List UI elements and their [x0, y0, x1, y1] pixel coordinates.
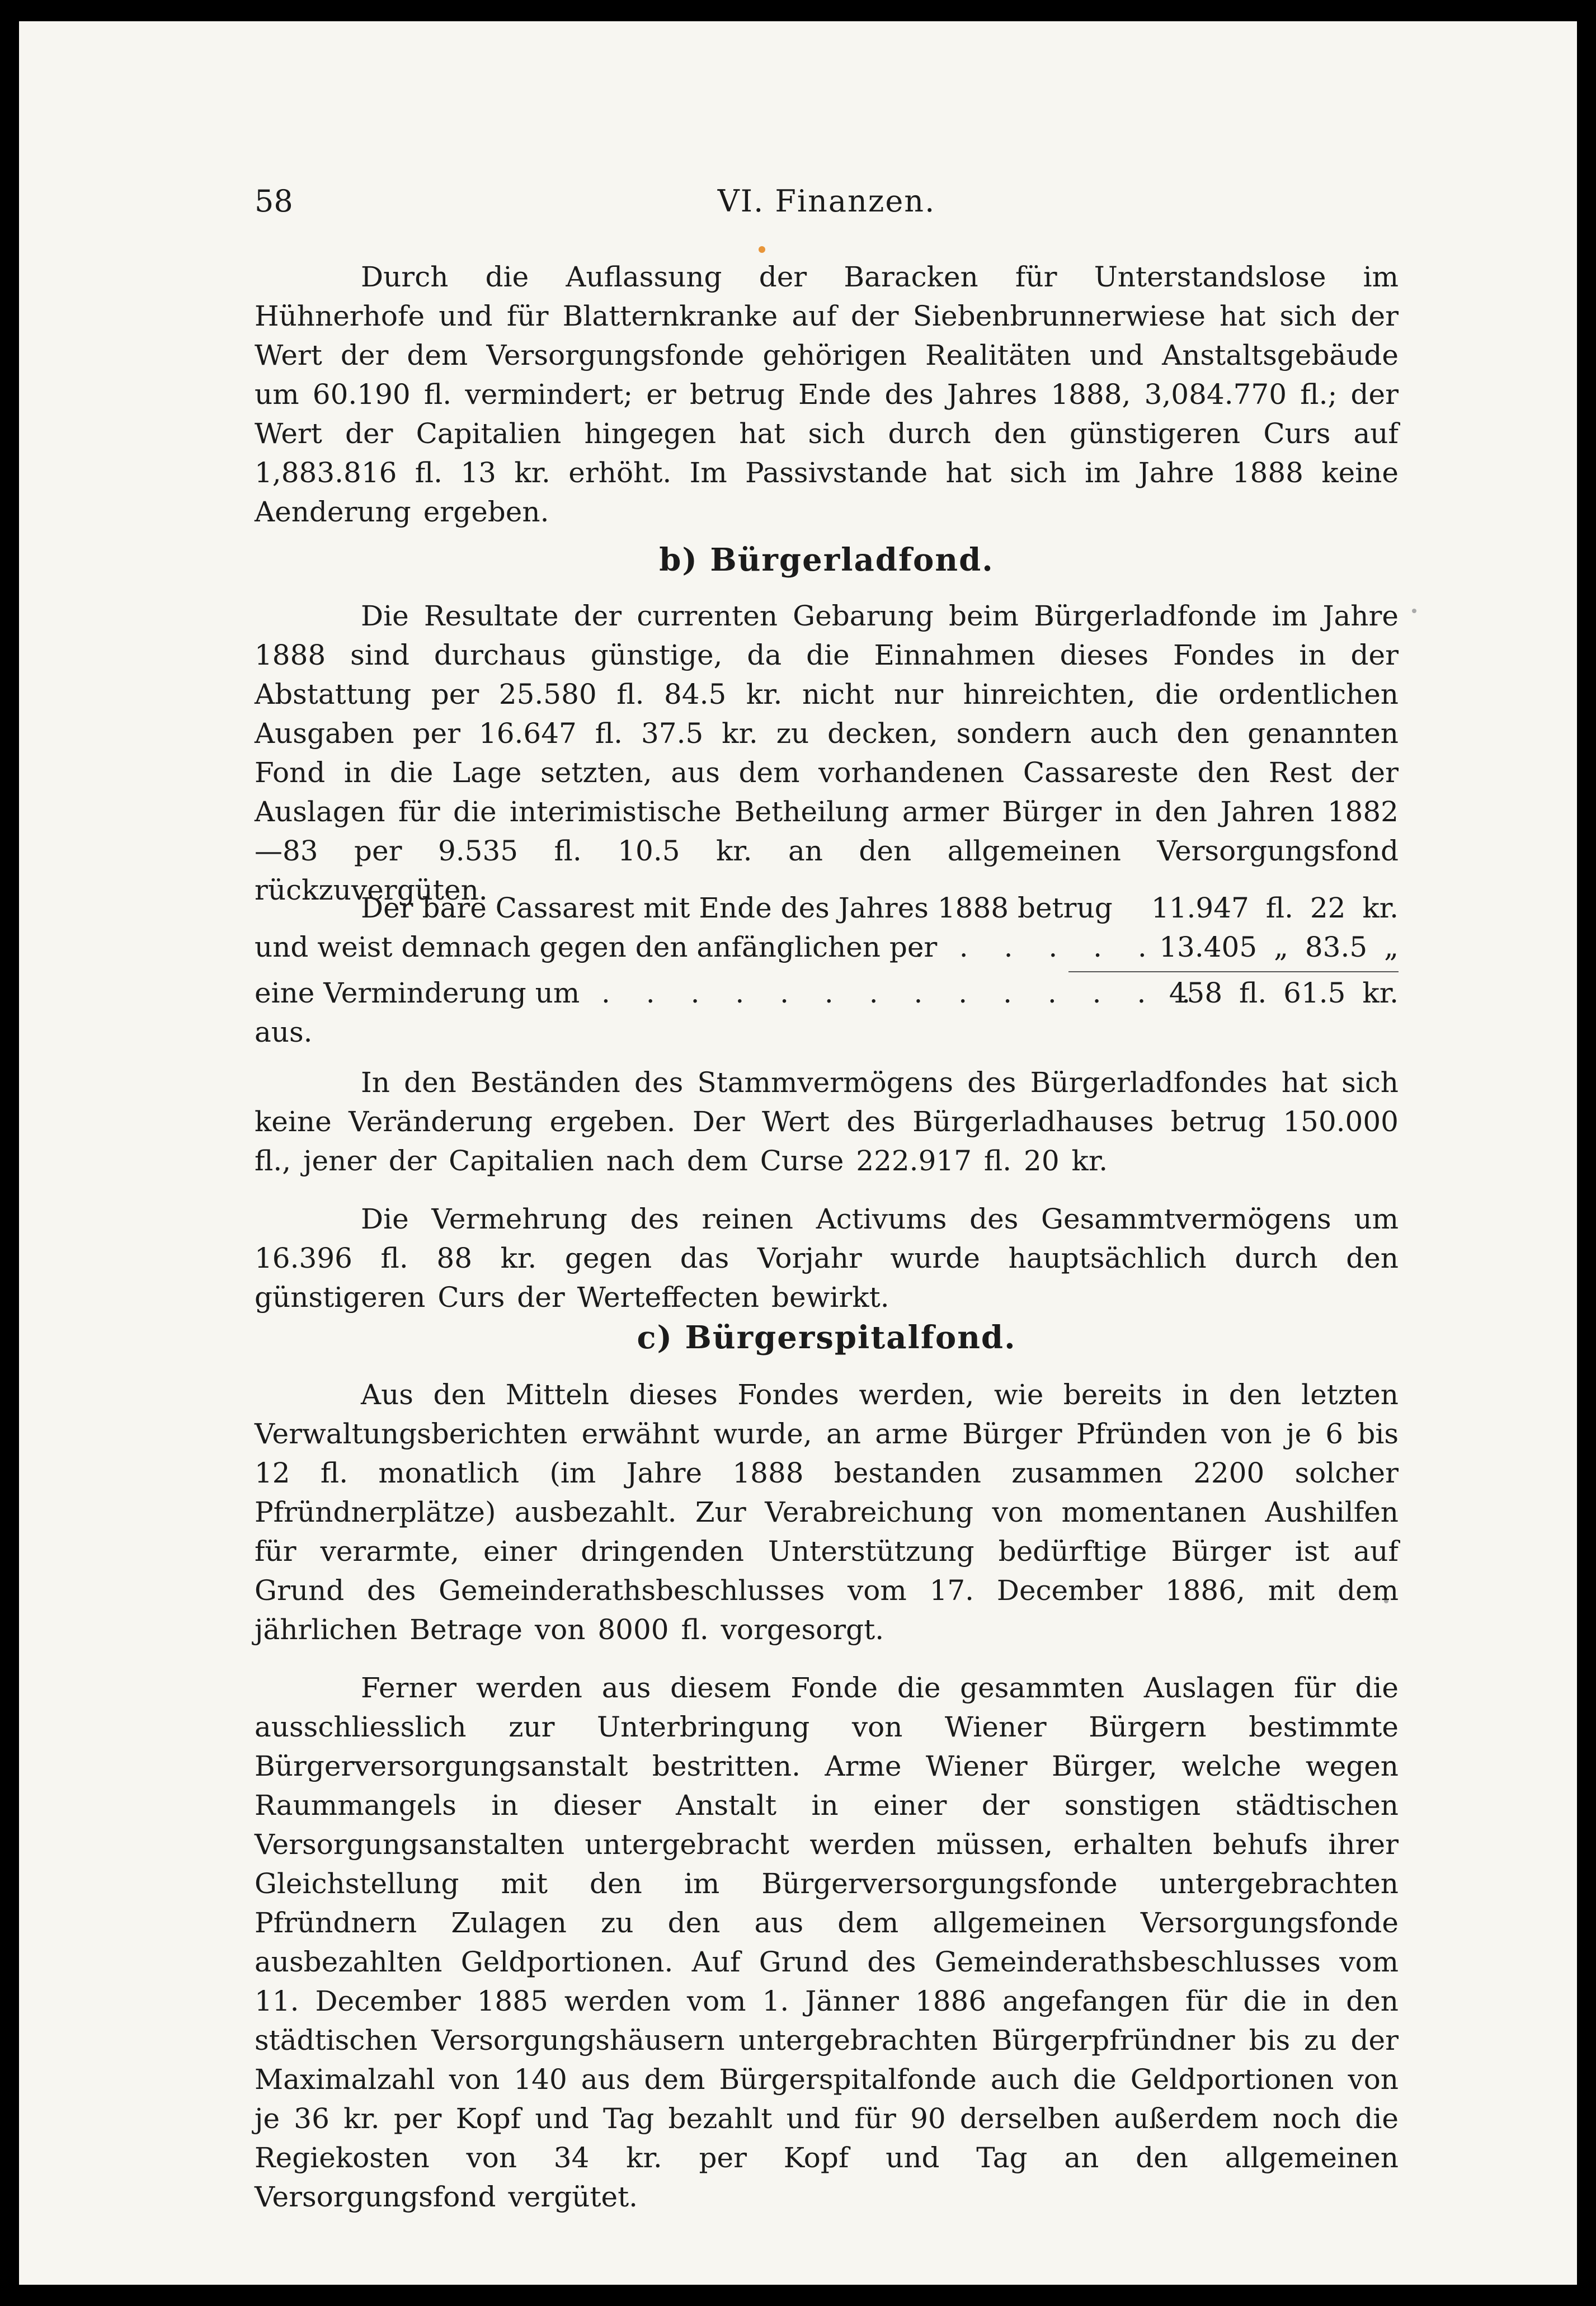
ledger-label: aus. — [255, 1016, 313, 1048]
ink-speck — [1412, 609, 1416, 613]
section-c-paragraph-2: Ferner werden aus diesem Fonde die gesammten Auslagen für die ausschliesslich zur Unterbringung von Wiener Bürgern bestimmte Bürgerversorgungsanstalt bestritten. Arme Wiener Bürger, welche wegen Raummangels in dieser Anstalt in einer der sonstigen städtischen Versorgungsanstalten untergebracht werden müssen, erhalten behufs ihrer Gleichstellung mit den im Bürgerversorgungsfonde untergebrachten Pfründnern Zulagen zu den aus dem allgemeinen Versorgungsfonde ausbezahlten Geldportionen. Auf Grund des Gemeinderathsbeschlusses vom 11. December 1885 werden vom 1. Jänner 1886 angefangen für die in den städtischen Versorgungshäusern untergebrachten Bürgerpfründner bis zu der Maximalzahl von 140 aus dem Bürgerspitalfonde auch die Geldportionen von je 36 kr. per Kopf und Tag bezahlt und für 90 derselben außerdem noch die Regiekosten von 34 kr. per Kopf und Tag an den allgemeinen Versorgungsfond vergütet. — [255, 1672, 1399, 2213]
ledger-row — [255, 888, 1399, 928]
ledger-amount: 458 fl. 61.5 kr. — [1169, 977, 1399, 1009]
ink-dot — [759, 246, 765, 253]
section-c-paragraph-1: Aus den Mitteln dieses Fondes werden, wie bereits in den letzten Verwaltungsberichten erwähnt wurde, an arme Bürger Pfründen von je 6 bis 12 fl. monatlich (im Jahre 1888 bestanden zusammen 2200 solcher Pfründnerplätze) ausbezahlt. Zur Verabreichung von momentanen Aushilfen für verarmte, einer dringenden Unterstützung bedürftige Bürger ist auf Grund des Gemeinderathsbeschlusses vom 17. December 1886, mit dem jährlichen Betrage von 8000 fl. vorgesorgt. — [255, 1378, 1399, 1646]
ledger-row — [255, 973, 1399, 1013]
intro-paragraph: Durch die Auflassung der Baracken für Unterstandslose im Hühnerhofe und für Blatternkranke auf der Siebenbrunnerwiese hat sich der Wert der dem Versorgungsfonde gehörigen Realitäten und Anstaltsgebäude um 60.190 fl. vermindert; er betrug Ende des Jahres 1888, 3,084.770 fl.; der Wert der Capitalien hingegen hat sich durch den günstigeren Curs auf 1,883.816 fl. 13 kr. erhöht. Im Passivstande hat sich im Jahre 1888 keine Aenderung ergeben. — [255, 261, 1399, 528]
section-b-paragraph-1: Die Resultate der currenten Gebarung beim Bürgerladfonde im Jahre 1888 sind durchaus günstige, da die Einnahmen dieses Fondes in der Abstattung per 25.580 fl. 84.5 kr. nicht nur hinreichten, die ordentlichen Ausgaben per 16.647 fl. 37.5 kr. zu decken, sondern auch den genannten Fond in die Lage setzten, aus dem vorhandenen Cassareste den Rest der Auslagen für die interimistische Betheilung armer Bürger in den Jahren 1882—83 per 9.535 fl. 10.5 kr. an den allgemeinen Versorgungsfond rückzuvergüten. — [255, 600, 1399, 906]
scanned-page — [19, 21, 1577, 2285]
section-b-body — [255, 596, 1399, 910]
page-number: 58 — [255, 183, 293, 219]
ledger-amount: 11.947 fl. 22 kr. — [1151, 892, 1399, 924]
ledger-amount: 13.405 „ 83.5 „ — [1159, 931, 1399, 963]
section-b-paragraph-3: Die Vermehrung des reinen Activums des Gesammtvermögens um 16.396 fl. 88 kr. gegen das Vorjahr wurde hauptsächlich durch den günstigeren Curs der Werteffecten bewirkt. — [255, 1203, 1399, 1314]
section-b-heading: b) Bürgerladfond. — [659, 542, 994, 578]
section-c — [255, 1318, 1399, 1357]
intro-section — [255, 257, 1399, 531]
ledger-leader-dots: . . . . . . . . . . . . . . — [601, 977, 1204, 1009]
page-header — [255, 167, 1399, 228]
ledger-sum-rule — [1068, 971, 1399, 972]
section-c-heading: c) Bürgerspitalfond. — [637, 1319, 1016, 1356]
ledger-leader-dots: . . . . . . — [915, 931, 1160, 963]
ledger-row — [255, 928, 1399, 967]
ledger-label: Der bare Cassarest mit Ende des Jahres 1888 betrug — [361, 892, 1113, 924]
paragraph-gap — [255, 1180, 1399, 1199]
section-c-body — [255, 1375, 1399, 2216]
section-b — [255, 540, 1399, 580]
ledger-row — [255, 1013, 1399, 1052]
section-b-paragraph-2: In den Beständen des Stammvermögens des Bürgerladfondes hat sich keine Veränderung ergeben. Der Wert des Bürgerladhauses betrug 150.000 fl., jener der Capitalien nach dem Curse 222.917 fl. 20 kr. — [255, 1066, 1399, 1177]
ledger-label: eine Verminderung um — [255, 977, 580, 1009]
ledger-label: und weist demnach gegen den anfänglichen per — [255, 931, 938, 963]
running-title: VI. Finanzen. — [717, 183, 936, 219]
paragraph-gap — [255, 1649, 1399, 1668]
section-b-closing — [255, 1063, 1399, 1317]
cash-ledger — [255, 888, 1399, 1056]
